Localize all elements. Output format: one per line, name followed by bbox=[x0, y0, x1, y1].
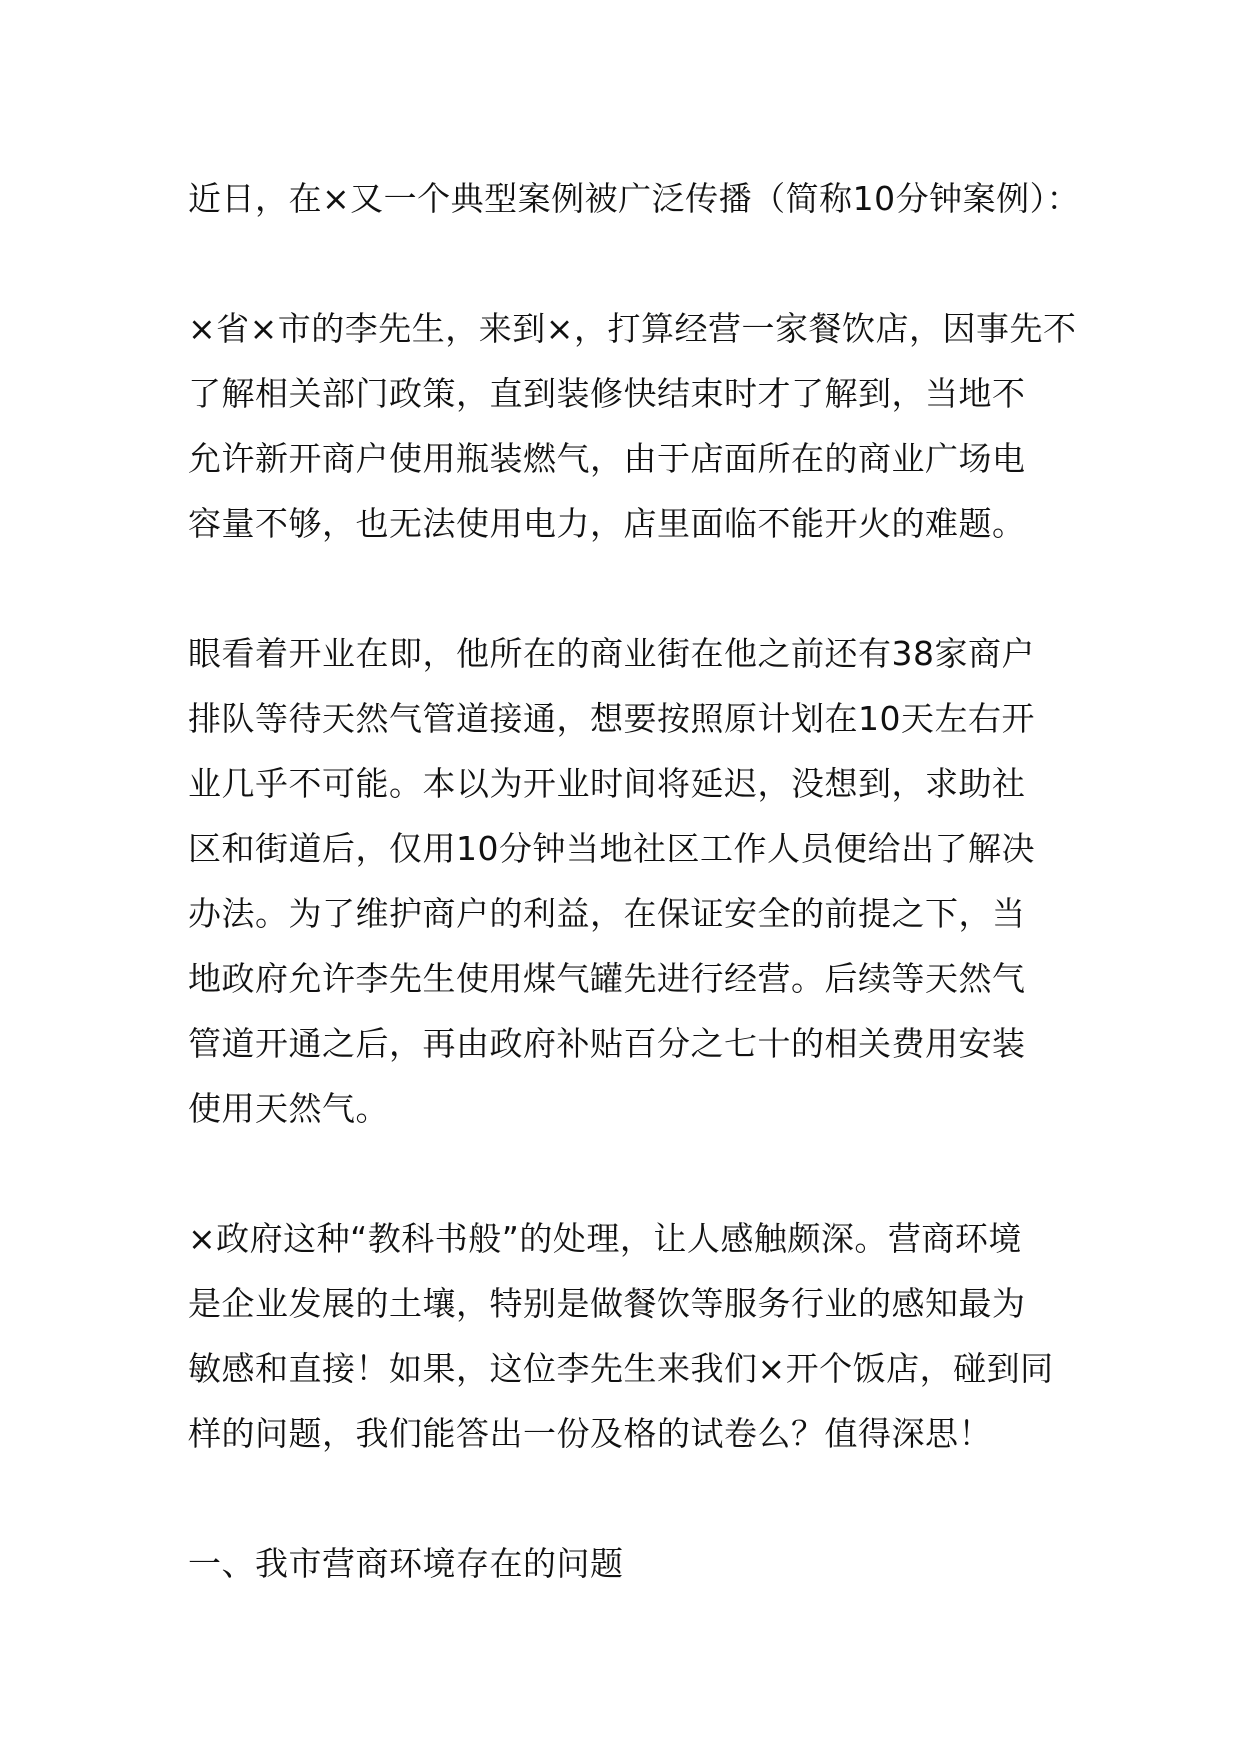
text-line: 样的问题，我们能答出一份及格的试卷么？值得深思！ bbox=[188, 1414, 992, 1453]
text-line: 允许新开商户使用瓶装燃气，由于店面所在的商业广场电 bbox=[188, 439, 1026, 478]
text-line: ×省×市的李先生，来到×，打算经营一家餐饮店，因事先不 bbox=[188, 309, 1077, 348]
text-line: 业几乎不可能。本以为开业时间将延迟，没想到，求助社 bbox=[188, 764, 1026, 803]
text-line: 是企业发展的土壤，特别是做餐饮等服务行业的感知最为 bbox=[188, 1284, 1026, 1323]
paragraph-solution bbox=[188, 621, 1088, 1141]
text-line: 敏感和直接！如果，这位李先生来我们×开个饭店，碰到同 bbox=[188, 1349, 1054, 1388]
text-line: 容量不够，也无法使用电力，店里面临不能开火的难题。 bbox=[188, 504, 1026, 543]
text-line: 近日，在×又一个典型案例被广泛传播（简称10分钟案例）： bbox=[188, 179, 1081, 218]
text-line: 了解相关部门政策，直到装修快结束时才了解到，当地不 bbox=[188, 374, 1026, 413]
text-line: 办法。为了维护商户的利益，在保证安全的前提之下，当 bbox=[188, 894, 1026, 933]
paragraph-reflection bbox=[188, 1206, 1088, 1466]
section-heading bbox=[188, 1531, 1088, 1596]
text-line: 使用天然气。 bbox=[188, 1089, 389, 1128]
text-line: 地政府允许李先生使用煤气罐先进行经营。后续等天然气 bbox=[188, 959, 1026, 998]
text-line: 眼看着开业在即，他所在的商业街在他之前还有38家商户 bbox=[188, 634, 1035, 673]
text-line: 排队等待天然气管道接通，想要按照原计划在10天左右开 bbox=[188, 699, 1035, 738]
text-line: ×政府这种“教科书般”的处理，让人感触颇深。营商环境 bbox=[188, 1219, 1022, 1258]
text-line: 区和街道后，仅用10分钟当地社区工作人员便给出了解决 bbox=[188, 829, 1035, 868]
section-heading-text: 一、我市营商环境存在的问题 bbox=[188, 1544, 624, 1583]
document-body bbox=[188, 166, 1088, 1596]
text-line: 管道开通之后，再由政府补贴百分之七十的相关费用安装 bbox=[188, 1024, 1026, 1063]
paragraph-intro bbox=[188, 166, 1088, 231]
paragraph-case bbox=[188, 296, 1088, 556]
